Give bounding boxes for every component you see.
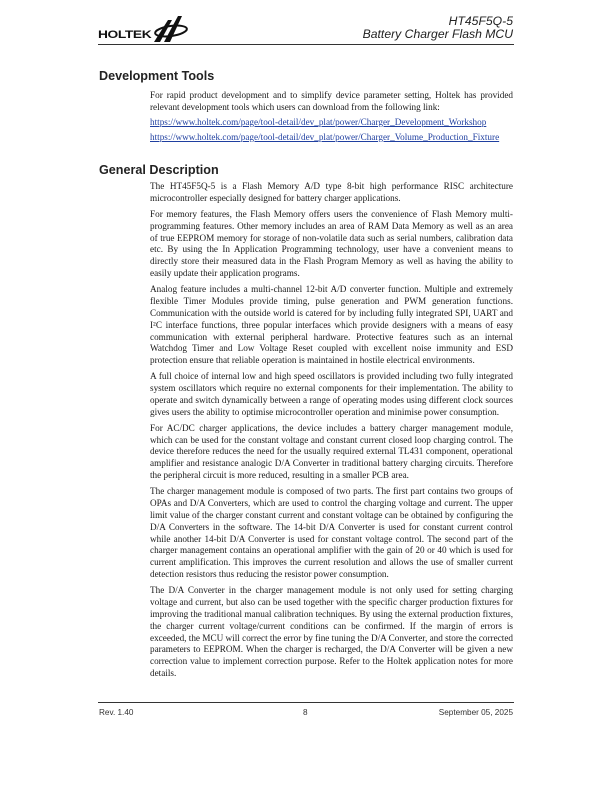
part-number: HT45F5Q-5 <box>448 14 513 28</box>
paragraph: Analog feature includes a multi-channel 12-bit A/D converter function. Multiple and extremely flexible Timer Modules provide timing, pulse generation and PWM generation functions. Communication with the outside world is catered for by including fully integrated SPI, UART and I²C interface functions, three popular interfaces which provide designers with a means of easy communication with external peripheral hardware. Protective features such as an internal Watchdog Timer and Low Voltage Reset coupled with excellent noise immunity and ESD protection ensure that reliable operation is maintained in hostile electrical environments. <box>150 284 513 366</box>
logo-text: HOLTEK <box>98 29 152 41</box>
footer-date: September 05, 2025 <box>438 708 513 717</box>
document-title: Battery Charger Flash MCU <box>362 27 513 42</box>
header-divider <box>98 44 514 45</box>
general-description-heading: General Description <box>99 163 219 177</box>
general-description-section <box>150 181 513 684</box>
paragraph: The D/A Converter in the charger management module is not only used for setting charging voltage and current, but also can be used together with the specific charger production fixtures for improving the traditional manual calibration techniques. By using the external production fixtures, the charger current voltage/current conditions can be confirmed. If the margin of errors is exceeded, the MCU will correct the error by fine tuning the D/A Converter, and store the corrected parameters to EEPROM. When the charger is recharged, the D/A Converter will be given a new correction value to implement correction purpose. Refer to the Holtek application notes for more details. <box>150 585 513 679</box>
footer-divider <box>98 702 514 703</box>
link-charger-development-workshop[interactable]: https://www.holtek.com/page/tool-detail/dev_plat/power/Charger_Development_Workshop <box>150 116 487 127</box>
footer-revision: Rev. 1.40 <box>99 708 134 717</box>
link-charger-volume-production-fixture[interactable]: https://www.holtek.com/page/tool-detail/dev_plat/power/Charger_Volume_Production_Fixture <box>150 131 500 142</box>
document-header <box>363 15 513 41</box>
paragraph: For memory features, the Flash Memory offers users the convenience of Flash Memory multi-programming features. Other memory includes an area of RAM Data Memory as well as an area of true EEPROM memory for storage of non-volatile data such as serial numbers, calibration data etc. By using the In Application Programming technology, user have a convenient means to directly store their measured data in the Flash Program Memory as well as having the ability to easily update their application programs. <box>150 208 513 279</box>
holtek-logo <box>98 14 190 44</box>
paragraph: The HT45F5Q-5 is a Flash Memory A/D type 8-bit high performance RISC architecture microcontroller especially designed for battery charger applications. <box>150 181 513 203</box>
footer-page-number: 8 <box>303 708 308 717</box>
paragraph: For AC/DC charger applications, the device includes a battery charger management module, which can be used for the constant voltage and constant current closed loop charging control. The device therefore reduces the need for the usually required external TL431 component, operational amplifier and resistance analogic D/A Converter in traditional battery charging circuits. Therefore the peripheral circuit is more reduced, resulting in a smaller PCB area. <box>150 422 513 481</box>
development-tools-intro: For rapid product development and to simplify device parameter setting, Holtek has provided relevant development tools which users can download from the following link: <box>150 90 513 112</box>
paragraph: The charger management module is composed of two parts. The first part contains two groups of OPAs and D/A Converters, which are used to control the charging voltage and current. The upper limit value of the charger constant current and constant voltage can be obtained by configuring the D/A Converters in the software. The 14-bit D/A Converter is used for constant current control while another 14-bit D/A Converter is used for constant voltage control. The second part of the charger management contains an operational amplifier with the gain of 20 or 40 which is used for current amplification. This improves the current resolution and allows the use of smaller current detection resistors thus reducing the resistor power consumption. <box>150 486 513 580</box>
paragraph: A full choice of internal low and high speed oscillators is provided including two fully integrated system oscillators which require no external components for their implementation. The ability to operate and switch dynamically between a range of operating modes using different clock sources gives users the ability to optimise microcontroller operation and minimise power consumption. <box>150 371 513 417</box>
development-tools-heading: Development Tools <box>99 69 215 83</box>
logo-swoosh-icon <box>152 14 188 44</box>
development-tools-section <box>150 90 513 145</box>
